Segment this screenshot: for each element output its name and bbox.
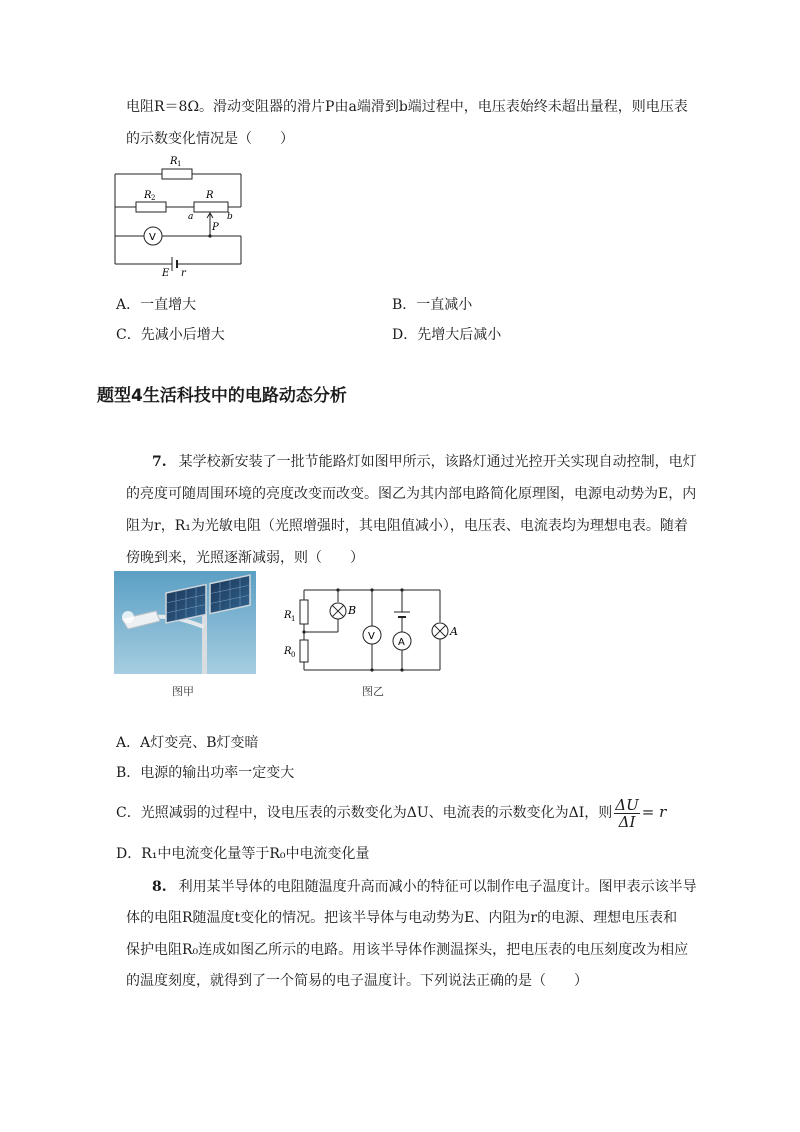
q7-label-r0: R: [284, 646, 292, 657]
q7-label-r1-sub: 1: [291, 615, 296, 623]
q7-label-r1: R: [284, 610, 292, 621]
q6-label-r1-sub: 1: [177, 160, 182, 168]
q6-label-e: E: [162, 268, 170, 278]
q7-option-b: B．电源的输出功率一定变大: [116, 765, 295, 781]
q7-option-d: D．R₁中电流变化量等于R₀中电流变化量: [116, 846, 370, 862]
q6-voltmeter-label: V: [149, 232, 156, 243]
q6-option-a: A．一直增大: [116, 297, 197, 313]
q7-line1-text: 某学校新安装了一批节能路灯如图甲所示，该路灯通过光控开关实现自动控制，电灯: [178, 454, 697, 470]
q6-option-d: D．先增大后减小: [392, 327, 502, 343]
q8-stem-line4: 的温度刻度，就得到了一个简易的电子温度计。下列说法正确的是（ ）: [126, 973, 588, 989]
q6-option-c: C．先减小后增大: [116, 327, 225, 343]
q7-stem-line2: 的亮度可随周围环境的亮度改变而改变。图乙为其内部电路简化原理图，电源电动势为E，内: [126, 486, 697, 502]
q6-stem-line2: 的示数变化情况是（ ）: [126, 131, 294, 147]
q6-label-r2: R: [144, 190, 152, 201]
q7-number: 7.: [152, 454, 167, 470]
fig-jia-caption: 图甲: [172, 685, 194, 698]
fig-yi-caption: 图乙: [362, 685, 384, 698]
q7-label-lamp-a: A: [450, 625, 458, 638]
q7-label-r0-sub: 0: [291, 651, 296, 659]
q6-label-p: P: [212, 222, 219, 233]
q6-label-a: a: [188, 212, 194, 222]
fraction-denominator: ΔI: [618, 812, 636, 831]
q7-option-c-text: C．光照减弱的过程中，设电压表的示数变化为ΔU、电流表的示数变化为ΔI，则: [116, 805, 613, 821]
q7-circuit-diagram: [280, 580, 460, 680]
q6-option-b: B．一直减小: [392, 297, 473, 313]
section-title: 题型4生活科技中的电路动态分析: [97, 386, 347, 406]
q6-label-r-internal: r: [181, 268, 186, 278]
q6-label-r2-sub: 2: [151, 194, 156, 202]
q8-stem-line1: [126, 877, 697, 897]
q6-circuit-diagram: [110, 150, 250, 278]
q7-option-c-fraction: [614, 797, 639, 830]
q8-line1-text: 利用某半导体的电阻随温度升高而减小的特征可以制作电子温度计。图甲表示该半导: [178, 879, 697, 895]
q7-stem-line1: [126, 452, 697, 472]
street-light-photo: [114, 571, 256, 674]
q7-option-c-rhs: = r: [641, 803, 667, 821]
q7-option-a: A．A灯变亮、B灯变暗: [116, 735, 259, 751]
q8-stem-line2: 体的电阻R随温度t变化的情况。把该半导体与电动势为E、内阻为r的电源、理想电压表和: [126, 910, 678, 926]
q7-stem-line4: 傍晚到来，光照逐渐减弱，则（ ）: [126, 550, 364, 566]
q6-label-r1: R: [170, 156, 178, 167]
q7-label-lamp-b: B: [348, 604, 357, 617]
q7-voltmeter-label: V: [368, 631, 375, 642]
q6-label-r: R: [206, 190, 214, 201]
q7-stem-line3: 阻为r，R₁为光敏电阻（光照增强时，其电阻值减小），电压表、电流表均为理想电表。随着: [126, 518, 688, 534]
q6-stem-line1: 电阻R＝8Ω。滑动变阻器的滑片P由a端滑到b端过程中，电压表始终未超出量程，则电压表: [126, 99, 688, 115]
q6-label-b: b: [227, 212, 233, 222]
q7-option-c: [116, 796, 666, 830]
q8-number: 8.: [152, 879, 167, 895]
q8-stem-line3: 保护电阻R₀连成如图乙所示的电路。用该半导体作测温探头，把电压表的电压刻度改为相应: [126, 942, 689, 958]
q7-ammeter-label: A: [398, 637, 405, 648]
fraction-numerator: ΔU: [615, 795, 639, 814]
